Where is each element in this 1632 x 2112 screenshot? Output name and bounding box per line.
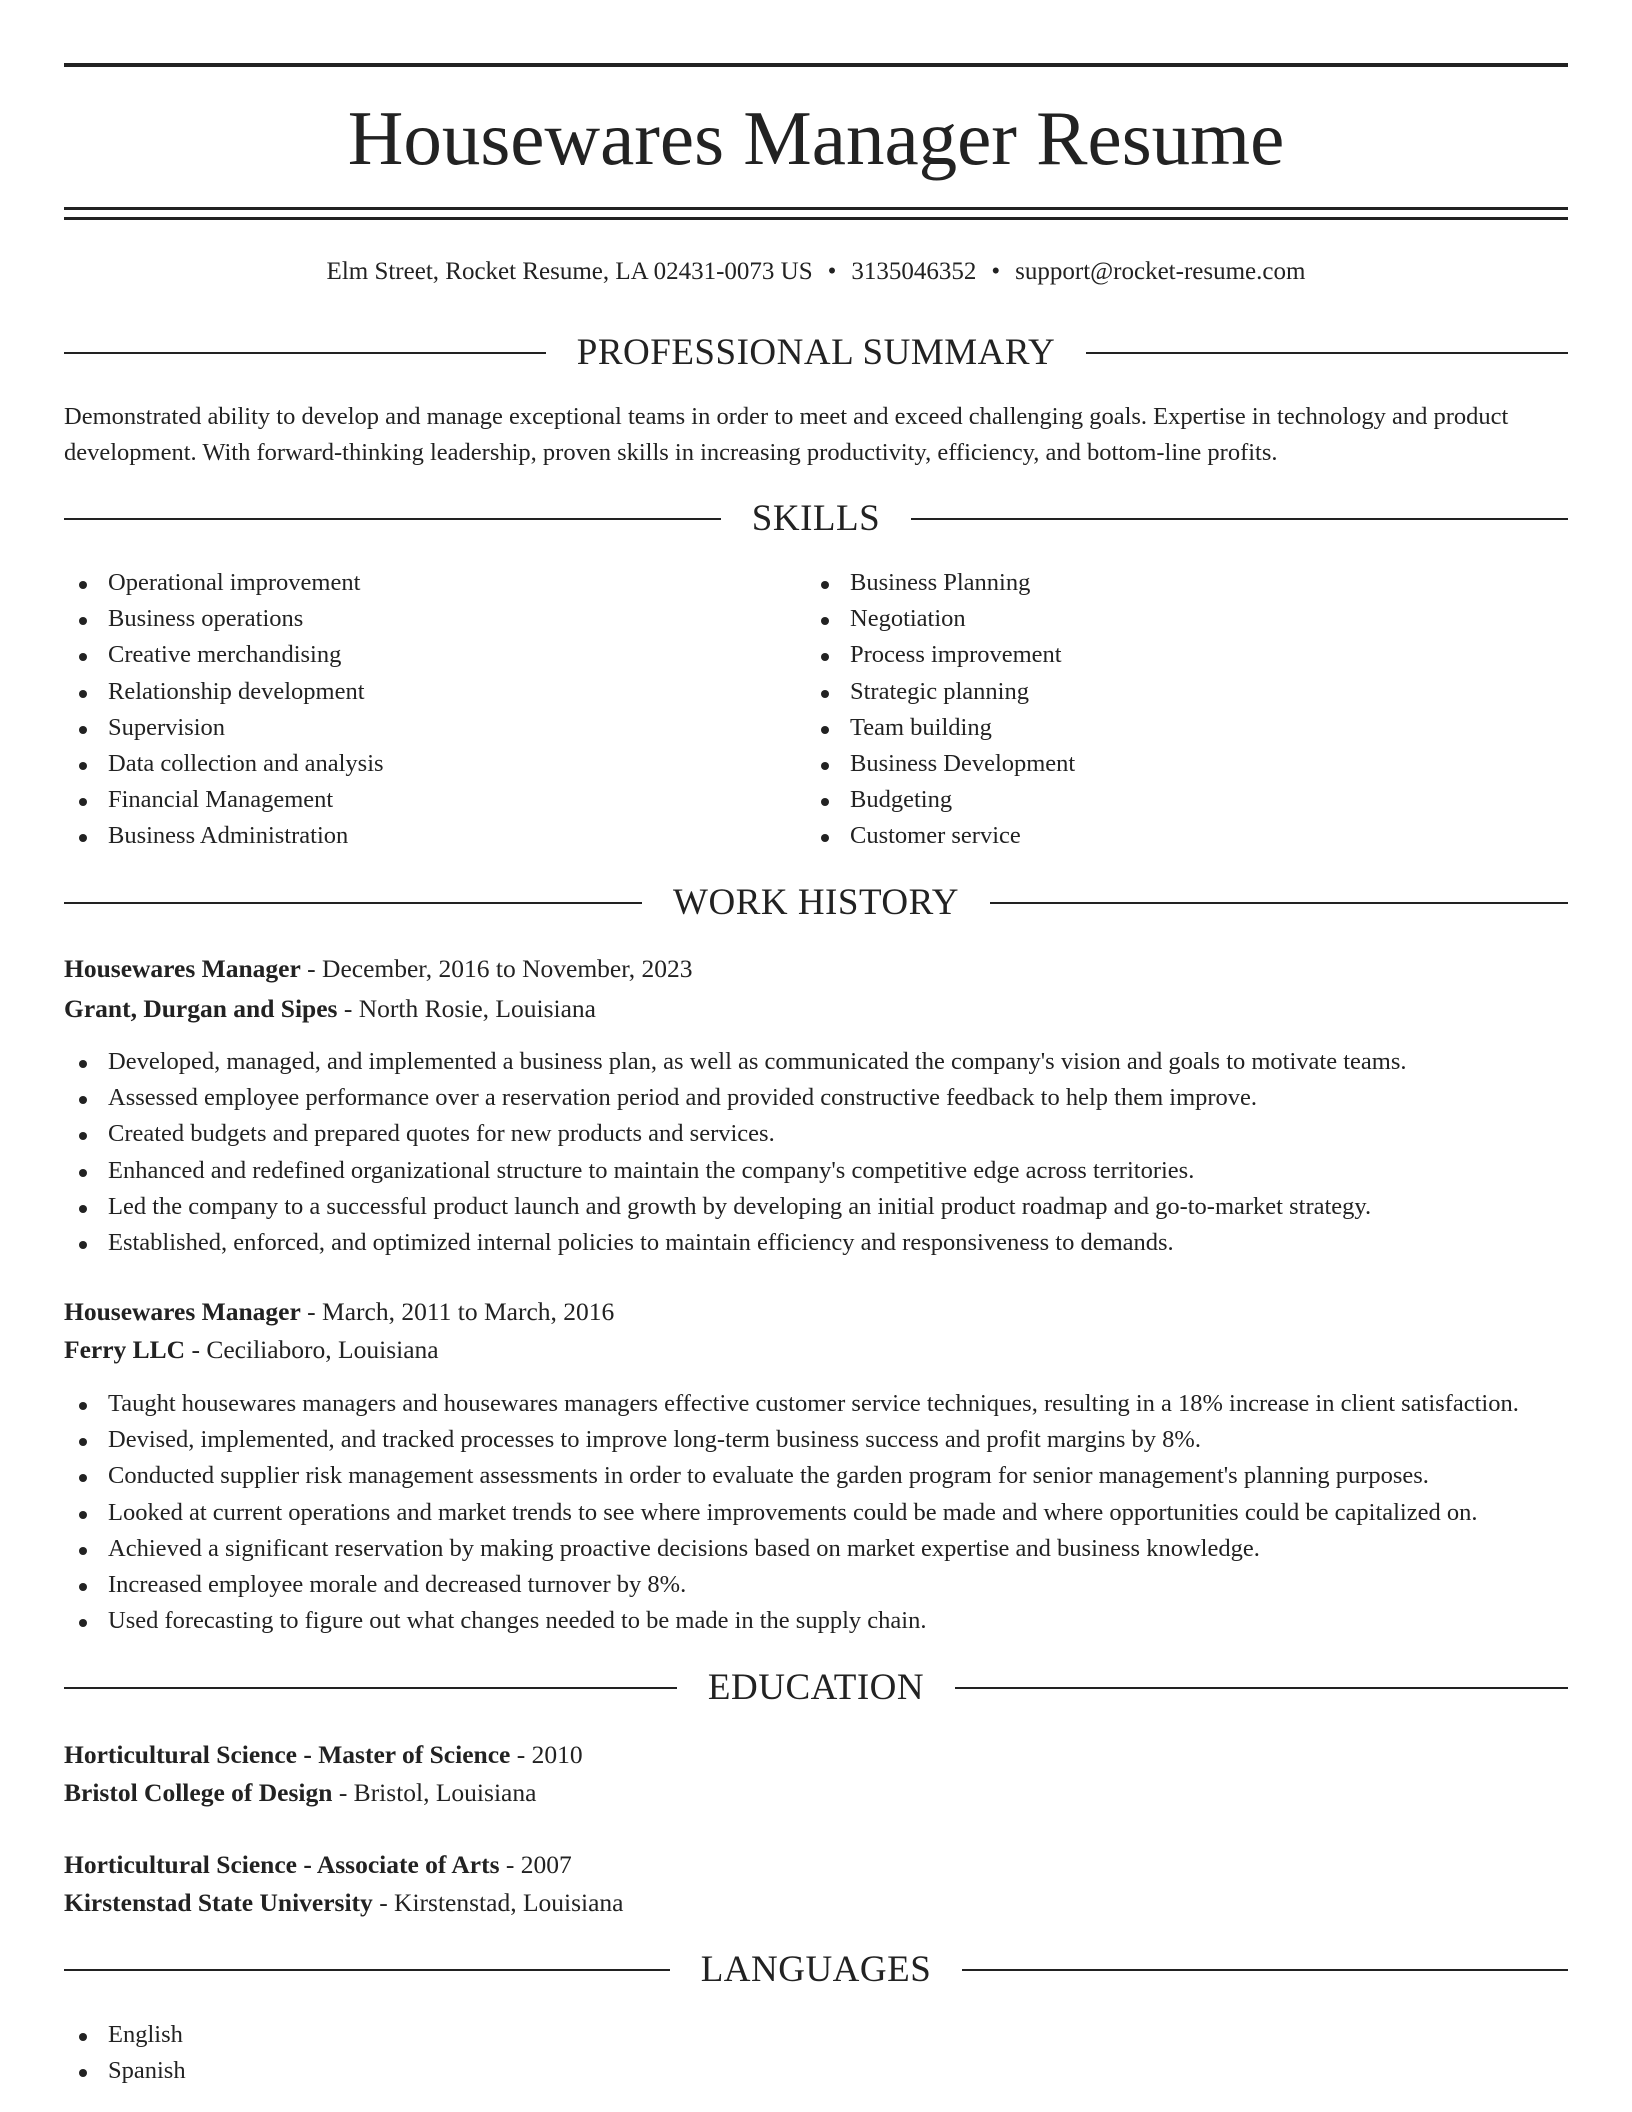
heading-rule bbox=[1086, 352, 1568, 354]
education-degree: Horticultural Science - Master of Science bbox=[64, 1740, 511, 1769]
skill-item: Supervision bbox=[64, 710, 804, 746]
job-bullet: Enhanced and redefined organizational structure to maintain the company's competitive edge across territories. bbox=[64, 1153, 1568, 1189]
work-heading bbox=[64, 881, 1568, 925]
language-item: English bbox=[64, 2017, 1568, 2053]
job-title: Housewares Manager bbox=[64, 1297, 301, 1326]
contact-phone: 3135046352 bbox=[851, 258, 977, 285]
job-dates: - March, 2011 to March, 2016 bbox=[300, 1297, 615, 1326]
education-school-line bbox=[64, 1884, 624, 1922]
contact-email: support@rocket-resume.com bbox=[1015, 258, 1306, 285]
page-title: Housewares Manager Resume bbox=[347, 95, 1285, 181]
job-bullet: Looked at current operations and market trends to see where improvements could be made and where opportunities could be capitalized on. bbox=[64, 1495, 1568, 1531]
education-heading-text: EDUCATION bbox=[707, 1667, 925, 1708]
job-bullet: Devised, implemented, and tracked processes to improve long-term business success and profit margins by 8%. bbox=[64, 1422, 1568, 1458]
job-title-line bbox=[64, 1293, 614, 1331]
heading-rule bbox=[64, 1969, 670, 1971]
job-bullets bbox=[64, 1044, 1568, 1261]
title-double-rule bbox=[64, 207, 1568, 220]
heading-rule bbox=[955, 1687, 1568, 1689]
education-degree: Horticultural Science - Associate of Arts bbox=[64, 1850, 500, 1879]
education-year: - 2007 bbox=[499, 1850, 572, 1879]
skill-item: Financial Management bbox=[64, 782, 804, 818]
languages-heading bbox=[64, 1948, 1568, 1992]
job-bullet: Created budgets and prepared quotes for new products and services. bbox=[64, 1116, 1568, 1152]
job-bullet: Increased employee morale and decreased turnover by 8%. bbox=[64, 1567, 1568, 1603]
heading-rule bbox=[962, 1969, 1568, 1971]
heading-rule bbox=[990, 902, 1568, 904]
education-degree-line bbox=[64, 1736, 583, 1774]
job-company-line bbox=[64, 990, 596, 1028]
education-school-line bbox=[64, 1774, 536, 1812]
job-dates: - December, 2016 to November, 2023 bbox=[300, 954, 693, 983]
summary-heading-text: PROFESSIONAL SUMMARY bbox=[576, 332, 1056, 373]
job-company-line bbox=[64, 1331, 439, 1369]
job-bullet: Used forecasting to figure out what changes needed to be made in the supply chain. bbox=[64, 1603, 1568, 1639]
skill-item: Operational improvement bbox=[64, 565, 804, 601]
skill-item: Team building bbox=[806, 710, 1546, 746]
job-bullet: Taught housewares managers and housewares managers effective customer service techniques, resulting in a 18% increase in client satisfaction. bbox=[64, 1386, 1568, 1422]
summary-text: Demonstrated ability to develop and manage exceptional teams in order to meet and exceed challenging goals. Expertise in technology and product development. With forward-thinking leadership, proven skills in increasing productivity, efficiency, and bottom-line profits. bbox=[64, 403, 1509, 466]
skill-item: Strategic planning bbox=[806, 674, 1546, 710]
education-heading bbox=[64, 1666, 1568, 1710]
job-company: Grant, Durgan and Sipes bbox=[64, 994, 338, 1023]
job-bullet: Assessed employee performance over a reservation period and provided constructive feedback to help them improve. bbox=[64, 1080, 1568, 1116]
skills-heading bbox=[64, 497, 1568, 541]
skills-list-right bbox=[806, 565, 1546, 855]
job-location: - North Rosie, Louisiana bbox=[337, 994, 596, 1023]
job-bullet: Led the company to a successful product launch and growth by developing an initial product roadmap and go-to-market strategy. bbox=[64, 1189, 1568, 1225]
contact-separator: • bbox=[991, 258, 1001, 285]
skill-item: Business Administration bbox=[64, 818, 804, 854]
summary-heading bbox=[64, 331, 1568, 375]
contact-address: Elm Street, Rocket Resume, LA 02431-0073 US bbox=[326, 258, 813, 285]
skills-list-left bbox=[64, 565, 804, 855]
skills-heading-text: SKILLS bbox=[751, 498, 881, 539]
skill-item: Customer service bbox=[806, 818, 1546, 854]
skill-item: Process improvement bbox=[806, 637, 1546, 673]
job-title: Housewares Manager bbox=[64, 954, 301, 983]
heading-rule bbox=[64, 352, 546, 354]
work-heading-text: WORK HISTORY bbox=[673, 882, 959, 923]
job-bullet: Established, enforced, and optimized internal policies to maintain efficiency and responsiveness to demands. bbox=[64, 1225, 1568, 1261]
job-location: - Ceciliaboro, Louisiana bbox=[185, 1335, 439, 1364]
skill-item: Creative merchandising bbox=[64, 637, 804, 673]
language-item: Spanish bbox=[64, 2053, 1568, 2089]
heading-rule bbox=[64, 1687, 677, 1689]
skill-item: Negotiation bbox=[806, 601, 1546, 637]
heading-rule bbox=[64, 902, 642, 904]
languages-heading-text: LANGUAGES bbox=[700, 1949, 932, 1990]
education-school: Bristol College of Design bbox=[64, 1778, 333, 1807]
education-location: - Bristol, Louisiana bbox=[332, 1778, 537, 1807]
education-year: - 2010 bbox=[510, 1740, 583, 1769]
education-school: Kirstenstad State University bbox=[64, 1888, 373, 1917]
job-bullet: Conducted supplier risk management assessments in order to evaluate the garden program for senior management's planning purposes. bbox=[64, 1458, 1568, 1494]
top-rule bbox=[64, 63, 1568, 67]
skill-item: Business Planning bbox=[806, 565, 1546, 601]
job-bullet: Developed, managed, and implemented a business plan, as well as communicated the company's vision and goals to motivate teams. bbox=[64, 1044, 1568, 1080]
skill-item: Data collection and analysis bbox=[64, 746, 804, 782]
education-location: - Kirstenstad, Louisiana bbox=[372, 1888, 624, 1917]
skill-item: Business Development bbox=[806, 746, 1546, 782]
education-degree-line bbox=[64, 1846, 572, 1884]
languages-list bbox=[64, 2017, 1568, 2089]
heading-rule bbox=[911, 518, 1568, 520]
skill-item: Relationship development bbox=[64, 674, 804, 710]
skill-item: Business operations bbox=[64, 601, 804, 637]
contact-separator: • bbox=[827, 258, 837, 285]
job-bullet: Achieved a significant reservation by making proactive decisions based on market expertise and business knowledge. bbox=[64, 1531, 1568, 1567]
job-title-line bbox=[64, 950, 692, 988]
skill-item: Budgeting bbox=[806, 782, 1546, 818]
heading-rule bbox=[64, 518, 721, 520]
job-company: Ferry LLC bbox=[64, 1335, 186, 1364]
contact-line bbox=[64, 255, 1568, 289]
job-bullets bbox=[64, 1386, 1568, 1639]
